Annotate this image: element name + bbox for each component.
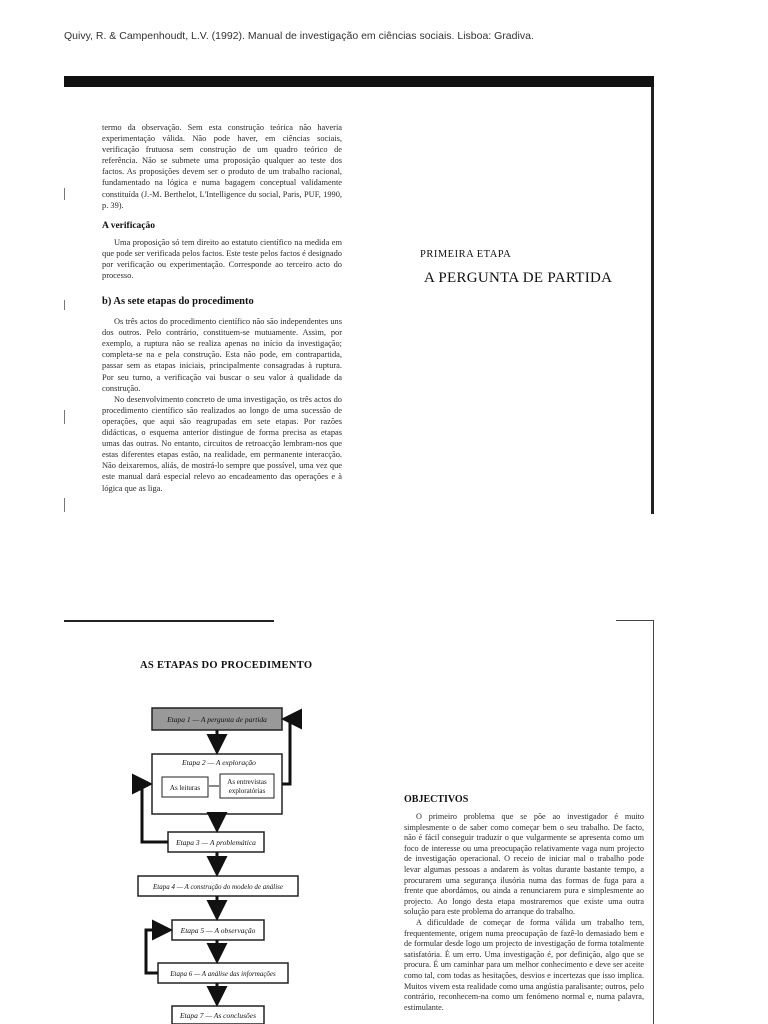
paragraph: A dificuldade de começar de forma válida um trabalho tem, frequentemente, origem numa preocupação de fazê-lo demasiado bem e de formular desde logo um projecto de investigação de forma totalmente satisfatória. É um erro. Uma investigação é, por definição, algo que se procura. É um caminhar para um melhor conhecimento e deve ser aceite como tal, com todas as hesitações, desvios e incertezas que isso implica. Muitos vivem esta realidade como uma angústia paralisante; outros, pelo contrário, reconhecem-na como um fenómeno normal e, numa palavra, estimulante. [404,917,644,1012]
page-right-border [651,87,654,514]
paragraph: No desenvolvimento concreto de uma investigação, os três actos do procedimento científico são realizados ao longo de uma sucessão de operações, que aqui são reagrupadas em sete etapas. Por razões didácticas, o esquema anterior distingue de forma precisa as etapas umas das outras. No entanto, circuitos de retroacção lembram-nos que estas diferentes etapas estão, na realidade, em permanente interacção. Não deixaremos, aliás, de mostrá-lo sempre que possível, uma vez que este manual dará especial relevo ao encadeamento das operações e à lógica que as liga. [102,394,342,493]
section-heading: b) As sete etapas do procedimento [102,296,254,307]
box-entrevistas-label-2: exploratórias [228,787,266,795]
left-column-text [102,221,342,281]
box-etapa-6-label: Etapa 6 — A análise das informações [170,970,276,978]
chapter-subtitle: PRIMEIRA ETAPA [420,249,512,260]
section-heading: A verificação [102,221,156,231]
box-entrevistas-label: As entrevistas [227,778,267,786]
margin-mark [64,498,65,512]
page-top-border [64,76,654,87]
box-etapa-5-label: Etapa 5 — A observação [180,926,256,935]
chapter-title: A PERGUNTA DE PARTIDA [424,270,613,286]
box-etapa-4-label: Etapa 4 — A construção do modelo de análise [152,883,284,891]
page-top-border [616,620,654,621]
paragraph: O primeiro problema que se põe ao investigador é muito simplesmente o de saber como começar bem o seu trabalho. De facto, não é fácil conseguir traduzir o que vulgarmente se apresenta como um foco de interesse ou uma preocupação relativamente vaga num projecto de investigação operacional. O receio de iniciar mal o trabalho pode levar algumas pessoas a andarem às voltas durante bastante tempo, a procurarem uma segurança ilusória numa das formas de fuga para a frente que abordámos, ou ainda a renunciarem pura e simplesmente ao projecto. Ao longo desta etapa mostraremos que existe uma outra solução para este problema do arranque do trabalho. [404,812,644,917]
box-etapa-1-label: Etapa 1 — A pergunta de partida [167,715,267,724]
page-top-border [64,620,274,622]
page-right-border [653,620,654,1024]
box-etapa-2-label: Etapa 2 — A exploração [182,758,256,767]
diagram-title: AS ETAPAS DO PROCEDIMENTO [140,660,313,671]
margin-mark [64,410,65,424]
left-column-text [102,296,342,494]
paragraph: Uma proposição só tem direito ao estatuto científico na medida em que pode ser verificada pelos factos. Este teste pelos factos é designado por verificação ou experimentação. Corresponde ao terceiro acto do processo. [102,238,342,281]
feedback-loop-right [282,719,290,784]
box-leituras-label: As leituras [169,784,201,792]
section-heading-objectivos: OBJECTIVOS [404,794,469,805]
margin-mark [64,188,65,200]
procedure-flowchart [64,690,334,1024]
margin-mark [64,300,65,310]
citation-header: Quivy, R. & Campenhoudt, L.V. (1992). Manual de investigação em ciências sociais. Lisboa: Gradiva. [64,30,534,42]
box-etapa-7-label: Etapa 7 — As conclusões [179,1011,257,1020]
paragraph: termo da observação. Sem esta construção teórica não haveria experimentação válida. Não pode haver, em ciências sociais, verificação frutuosa sem construção de um quadro teórico de referência. Não se submete uma proposição qualquer ao teste dos factos. As proposições devem ser o produto de um trabalho racional, fundamentado na lógica e numa bagagem conceptual validamente constituída (J.-M. Berthelot, L'Intelligence du social, Paris, PUF, 1990, p. 39). [102,123,342,210]
paragraph: Os três actos do procedimento científico não são independentes uns dos outros. Pelo contrário, constituem-se mutuamente. Assim, por exemplo, a ruptura não se realiza apenas no início da investigação; completa-se na e pela construção. Esta não pode, em contrapartida, passar sem as etapas iniciais, principalmente consagradas à ruptura. Por seu turno, a verificação vai buscar o seu valor à qualidade da construção. [102,317,342,393]
left-column-text [102,122,342,211]
right-column-text [404,812,644,1013]
box-etapa-3-label: Etapa 3 — A problemática [176,838,256,847]
